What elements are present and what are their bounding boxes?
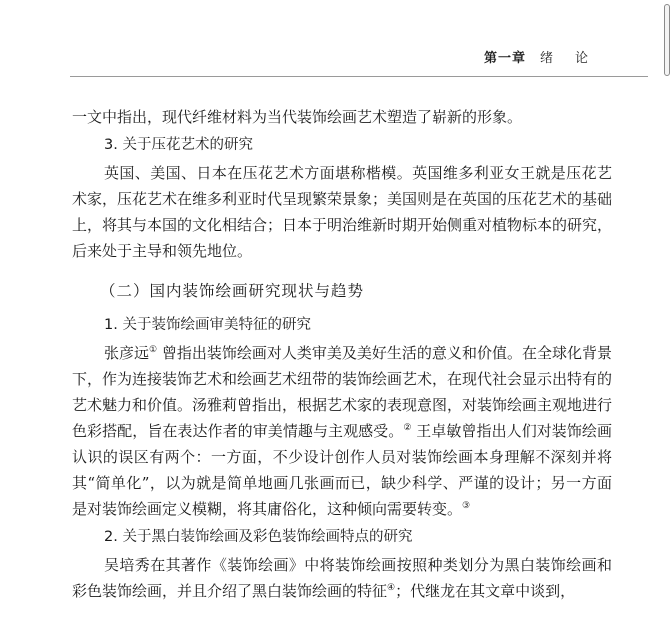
footnote-ref-3[interactable]: ③ — [462, 501, 471, 511]
page-body — [72, 104, 612, 604]
section-heading-black-white-color: 2. 关于黑白装饰绘画及彩色装饰绘画特点的研究 — [104, 529, 413, 545]
header-rule — [70, 76, 648, 77]
paragraph-text: 张彦远 — [104, 344, 150, 362]
footnote-ref-4[interactable]: ④ — [387, 583, 396, 593]
section-heading-domestic-research: （二）国内装饰绘画研究现状与趋势 — [100, 282, 365, 300]
paragraph-black-white-color — [72, 552, 612, 604]
vertical-scrollbar[interactable] — [662, 0, 672, 624]
paragraph-continuation: 一文中指出，现代纤维材料为当代装饰绘画艺术塑造了崭新的形象。 — [72, 108, 523, 126]
paragraph-text: 曾指出装饰绘画对人类审美及美好生活的意义和价值。在全球化背景下，作为连接装饰艺术和绘画艺术纽带的装饰绘画艺术，在现代社会显示出特有的艺术魅力和价值。汤雅莉曾指出，根据艺术家的表现意图，对装饰绘画主观地进行色彩搭配，旨在表达作者的审美情趣与主观感受。 — [72, 344, 613, 440]
paragraph-text: ；代继龙在其文章中谈到， — [395, 582, 576, 600]
chapter-name: 绪论 — [539, 51, 610, 66]
section-heading-aesthetic-features: 1. 关于装饰绘画审美特征的研究 — [104, 317, 311, 333]
section-heading-pressed-flower: 3. 关于压花艺术的研究 — [104, 137, 253, 153]
paragraph-aesthetic-features — [72, 340, 612, 522]
chapter-number: 第一章 — [483, 51, 526, 66]
paragraph-text: 吴培秀在其著作《装饰绘画》中将装饰绘画按照种类划分为黑白装饰绘画和彩色装饰绘画，并且介绍了黑白装饰绘画的特征 — [72, 556, 612, 600]
footnote-ref-1[interactable]: ① — [149, 345, 158, 355]
paragraph-text: 王卓敏曾指出人们对装饰绘画认识的误区有两个：一方面，不少设计创作人员对装饰绘画本身理解不深刻并将其“简单化”，以为就是简单地画几张画而已，缺少科学、严谨的设计；另一方面是对装饰绘画定义模糊，将其庸俗化，这种倾向需要转变。 — [72, 422, 612, 518]
footnote-ref-2[interactable]: ② — [403, 423, 412, 433]
scrollbar-thumb[interactable] — [664, 4, 670, 76]
paragraph-pressed-flower: 英国、美国、日本在压花艺术方面堪称楷模。英国维多利亚女王就是压花艺术家，压花艺术在维多利亚时代呈现繁荣景象；美国则是在英国的压花艺术的基础上，将其与本国的文化相结合；日本于明治维新时期开始侧重对植物标本的研究，后来处于主导和领先地位。 — [72, 164, 613, 260]
running-header — [484, 47, 610, 66]
